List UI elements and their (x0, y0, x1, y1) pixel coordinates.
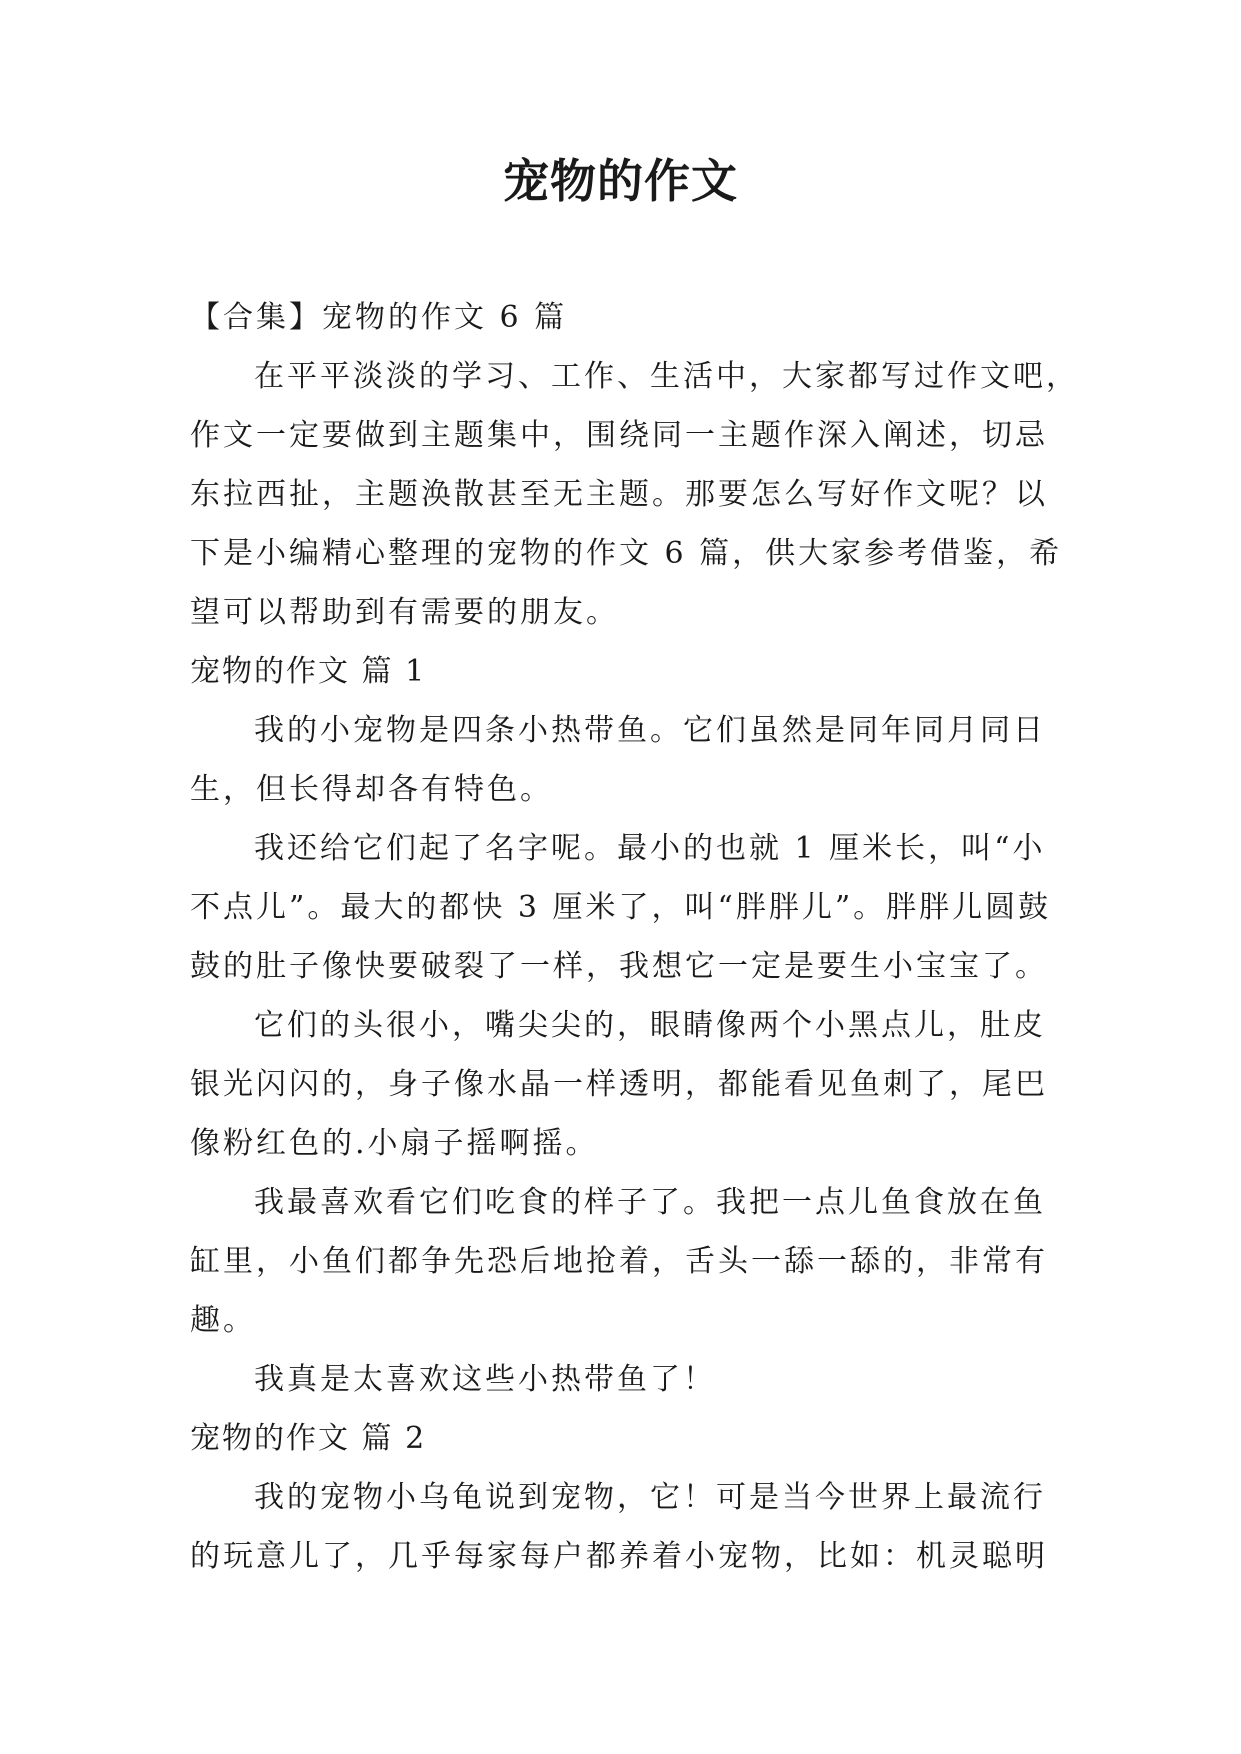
paragraph-line: 的玩意儿了，几乎每家每户都养着小宠物，比如：机灵聪明 (190, 1539, 1048, 1574)
paragraph-line: 不点儿”。最大的都快 3 厘米了，叫“胖胖儿”。胖胖儿圆鼓 (190, 890, 1052, 925)
paragraph-line: 生，但长得却各有特色。 (190, 772, 553, 807)
paragraph-line: 作文一定要做到主题集中，围绕同一主题作深入阐述，切忌 (190, 418, 1048, 453)
paragraph-line: 银光闪闪的，身子像水晶一样透明，都能看见鱼刺了，尾巴 (190, 1067, 1048, 1102)
paragraph-line: 望可以帮助到有需要的朋友。 (190, 595, 619, 630)
paragraph-line: 我最喜欢看它们吃食的样子了。我把一点儿鱼食放在鱼 (254, 1185, 1046, 1220)
paragraph-line: 趣。 (190, 1303, 256, 1338)
document-title: 宠物的作文 (503, 154, 738, 208)
paragraph-line: 下是小编精心整理的宠物的作文 6 篇，供大家参考借鉴，希 (190, 536, 1063, 571)
section-heading-2: 宠物的作文 篇 2 (190, 1421, 427, 1456)
paragraph-line: 像粉红色的.小扇子摇啊摇。 (190, 1126, 599, 1161)
paragraph-line: 东拉西扯，主题涣散甚至无主题。那要怎么写好作文呢？以 (190, 477, 1048, 512)
paragraph-line: 缸里，小鱼们都争先恐后地抢着，舌头一舔一舔的，非常有 (190, 1244, 1048, 1279)
document-body (190, 288, 1079, 1586)
paragraph-line: 在平平淡淡的学习、工作、生活中，大家都写过作文吧， (254, 359, 1079, 394)
section-heading-1: 宠物的作文 篇 1 (190, 654, 427, 689)
paragraph-line: 鼓的肚子像快要破裂了一样，我想它一定是要生小宝宝了。 (190, 949, 1048, 984)
paragraph-line: 我的小宠物是四条小热带鱼。它们虽然是同年同月同日 (254, 713, 1046, 748)
paragraph-line: 我真是太喜欢这些小热带鱼了！ (254, 1362, 716, 1397)
paragraph-line: 它们的头很小，嘴尖尖的，眼睛像两个小黑点儿，肚皮 (254, 1008, 1046, 1043)
paragraph-line: 我还给它们起了名字呢。最小的也就 1 厘米长，叫“小 (254, 831, 1046, 866)
paragraph-line: 我的宠物小乌龟说到宠物，它！可是当今世界上最流行 (254, 1480, 1046, 1515)
collection-heading: 【合集】宠物的作文 6 篇 (190, 300, 568, 335)
